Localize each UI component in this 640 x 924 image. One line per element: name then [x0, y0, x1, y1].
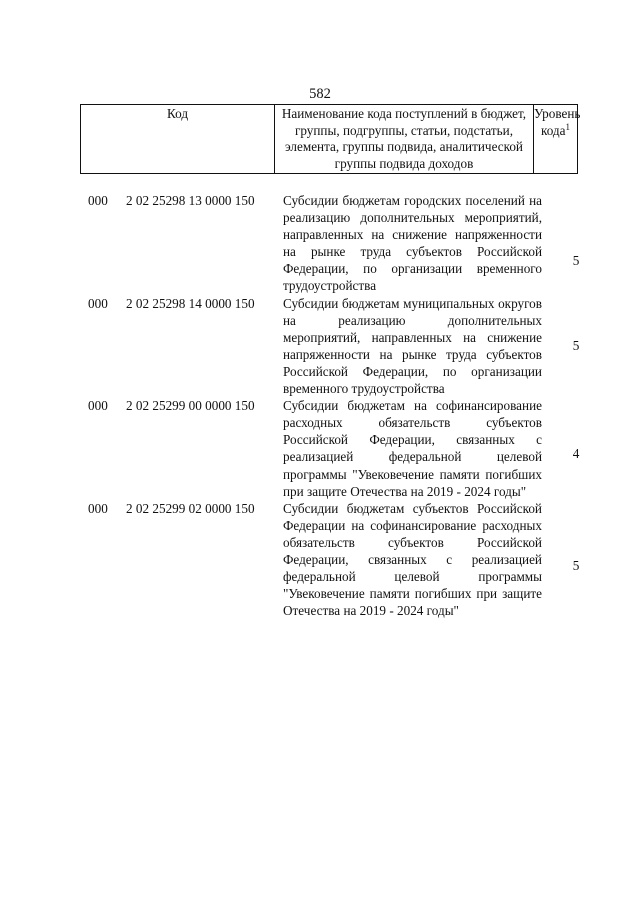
- row-code: 2 02 25299 02 0000 150: [126, 500, 255, 516]
- row-code-prefix: 000: [88, 398, 108, 414]
- table-row: [0, 500, 640, 620]
- table-row: [0, 192, 640, 295]
- row-code: 2 02 25299 00 0000 150: [126, 398, 255, 414]
- table-row: [0, 397, 640, 500]
- row-code-prefix: 000: [88, 193, 108, 208]
- row-code-prefix: 000: [88, 295, 108, 311]
- row-code: 2 02 25298 14 0000 150: [126, 295, 255, 311]
- table-header: [80, 104, 581, 174]
- row-name: Субсидии бюджетам муниципальных округов на реализацию дополнительных мероприятий, направленных на снижение напряженности на рынке труда субъектов Российской Федерации, по организации временного трудоустройства: [283, 295, 542, 397]
- row-name: Субсидии бюджетам на софинансирование расходных обязательств субъектов Российской Федерации, связанных с реализацией федеральной целевой программы "Увековечение памяти погибших при защите Отечества на 2019 - 2024 годы": [283, 398, 542, 499]
- header-code: Код: [81, 105, 275, 174]
- table-row: [0, 295, 640, 398]
- header-name: Наименование кода поступлений в бюджет, группы, подгруппы, статьи, подстатьи, элемента, группы подвида, аналитической группы подвида доходов: [275, 105, 534, 174]
- row-level: 5: [572, 253, 580, 268]
- revenue-code-list: [0, 192, 640, 619]
- row-level: 5: [572, 557, 580, 573]
- row-code-prefix: 000: [88, 500, 108, 516]
- header-level-footnote-mark: 1: [565, 121, 570, 132]
- page-number: 582: [309, 86, 331, 102]
- header-level: [534, 105, 581, 174]
- row-name: Субсидии бюджетам городских поселений на реализацию дополнительных мероприятий, направленных на снижение напряженности на рынке труда субъектов Российской Федерации, по организации временного трудоустройства: [283, 193, 542, 294]
- row-level: 5: [572, 337, 580, 353]
- row-code: 2 02 25298 13 0000 150: [126, 193, 255, 208]
- row-name: Субсидии бюджетам субъектов Российской Федерации на софинансирование расходных обязательств субъектов Российской Федерации, связанных с реализацией федеральной целевой программы "Увековечение памяти погибших при защите Отечества на 2019 - 2024 годы": [283, 500, 542, 619]
- header-level-label: Уровень кода: [534, 106, 581, 138]
- row-level: 4: [572, 446, 580, 462]
